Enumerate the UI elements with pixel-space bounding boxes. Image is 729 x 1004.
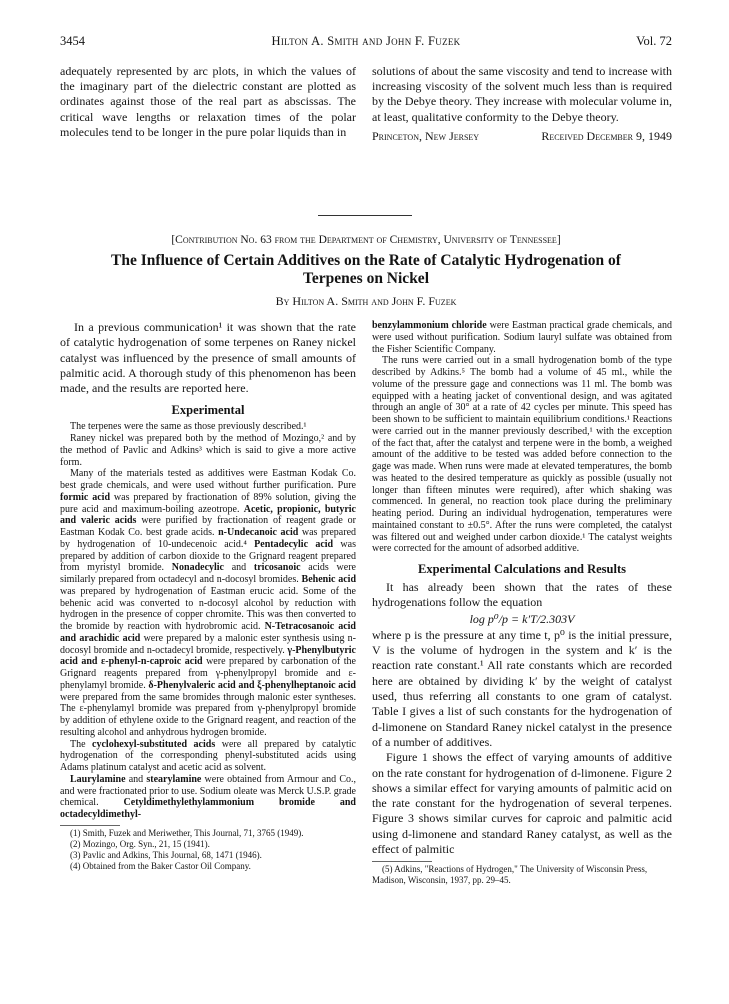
results-heading: Experimental Calculations and Results xyxy=(417,562,626,576)
top-right-continuation xyxy=(372,64,672,144)
footnote-rule-right xyxy=(372,861,432,862)
exp-para-1: The terpenes were the same as those previously described.¹ xyxy=(70,421,307,433)
running-title: Hilton A. Smith and John F. Fuzek xyxy=(271,34,461,48)
results-para-2: where p is the pressure at any time t, p⁰ is the initial pressure, V is the volume of hydrogen in the system and k′ is the reaction rate constant.¹ All rate constants which are recorded here are obtained by dividing k′ by the weight of catalyst used, thus referring all constants to one gram of catalyst. Table I gives a list of such constants for the hydrogenation of d-limonene on Standard Raney nickel catalyst in the presence of a number of additives. xyxy=(372,627,672,749)
experimental-text xyxy=(60,421,356,821)
footnote-2: (2) Mozingo, Org. Syn., 21, 15 (1941). xyxy=(70,838,210,849)
footnote-1: (1) Smith, Fuzek and Meriwether, This Journal, 71, 3765 (1949). xyxy=(70,827,304,838)
volume-label: Vol. 72 xyxy=(636,34,672,48)
footnotes-left xyxy=(60,828,356,872)
footnote-3: (3) Pavlic and Adkins, This Journal, 68, 1471 (1946). xyxy=(70,849,262,860)
top-left-continuation xyxy=(60,64,356,140)
apparatus-paragraph: The runs were carried out in a small hydrogenation bomb of the type described by Adkins.⁵ The bomb had a volume of 45 ml., while the volume of the pressure gage and connections was 11 ml. The bomb was equipped with a heating jacket of conventional design, and was agitated through an angle of 30° at a rate of 42 cycles per minute. This speed has been shown to be sufficient to maintain equilibrium conditions.¹ Reactions were carried out in the manner previously described,¹ with the exception of the fact that, after the catalyst and terpene were in the bomb, a weighed amount of the additive to be tested was added before connection to the gage was made. When runs were made at elevated temperatures, the bomb was heated to the desired temperature as quickly as possible (usually not longer than fifteen minutes were required), after which shaking was commenced. In general, no reaction took place during the preliminary heating period. During an individual hydrogenation, temperatures were maintained constant to ±0.5°. After the runs were completed, the catalyst was filtered out and weighed under carbon dioxide.¹ The catalyst weights were corrected for the amount of adsorbed additive. xyxy=(372,355,672,555)
page-number: 3454 xyxy=(60,34,85,48)
received-line xyxy=(372,129,672,144)
article-title: The Influence of Certain Additives on the Rate of Catalytic Hydrogenation of Terpenes on Nickel xyxy=(111,252,621,287)
footnote-4: (4) Obtained from the Baker Castor Oil Company. xyxy=(70,860,251,871)
exp-para-3: Many of the materials tested as additives were Eastman Kodak Co. best grade chemicals, and were used without further purification. Pure formic acid was prepared by fractionation of 89% solution, giving the pure acid and maximum-boiling azeotrope. Acetic, propionic, butyric and valeric acids were purified by fractionation of reagent grade or Eastman Kodak Co. best grade acids. n-Undecanoic acid was prepared by hydrogenation of 10-undecenoic acid.⁴ Pentadecylic acid was prepared by addition of carbon dioxide to the Grignard reagent prepared from myristyl bromide. Nonadecylic and tricosanoic acids were similarly prepared from octadecyl and n-docosyl bromides. Behenic acid was prepared by hydrogenation of Eastman erucic acid. Some of the behenic acid was converted to n-docosyl alcohol by reduction with hydrogen in the presence of copper chromite. This was then converted to the bromide by reaction with hydrobromic acid. N-Tetracosanoic acid and arachidic acid were prepared by a malonic ester synthesis using n-docosyl bromide and n-octadecyl bromide, respectively. γ-Phenylbutyric acid and ε-phenyl-n-caproic acid were prepared by carbonation of the Grignard reagents prepared from γ-phenylpropyl bromide and ε-phenylamyl bromide. δ-Phenylvaleric acid and ξ-phenylheptanoic acid were prepared from the same bromides through malonic ester syntheses. The ε-phenylamyl bromide was prepared from γ-phenylpropyl bromide by addition of ethylene oxide to the Grignard reagent, and reaction of the resulting alcohol and anhydrous hydrogen bromide. xyxy=(60,468,357,738)
right-column xyxy=(372,320,672,886)
results-text xyxy=(372,580,672,857)
intro-paragraph: In a previous communication¹ it was shown that the rate of catalytic hydrogenation of some terpenes on Raney nickel catalyst was influenced by the presence of small amounts of palmitic acid. A thorough study of this phenomenon has been made, and the results are reported here. xyxy=(60,320,356,396)
results-para-3: Figure 1 shows the effect of varying amounts of additive on the rate constant for hydrogenation of d-limonene. Figure 2 shows a similar effect for varying amounts of palmitic acid on the rate constant for the hydrogenation of several terpenes. Figure 3 shows similar curves for caproic and palmitic acid using d-limonene and standard Raney catalyst, as well as the effect of palmitic xyxy=(372,750,672,857)
exp-para-5: Laurylamine and stearylamine were obtained from Armour and Co., and were fractionated prior to use. Sodium oleate was Merck U.S.P. grade chemical. Cetyldimethylethylammonium bromide and octadecyldimethyl- xyxy=(60,773,356,821)
materials-continued: benzylammonium chloride were Eastman practical grade chemicals, and were used without purification. Sodium lauryl sulfate was obtained from the Fisher Scientific Company. xyxy=(372,320,672,355)
left-column xyxy=(60,320,356,872)
continued-paragraph-left: adequately represented by arc plots, in which the values of the imaginary part of the dielectric constant are plotted as ordinates against those of the real part as abscissas. The critical wave lengths or relaxation times of the polar molecules tend to be longer in the pure polar liquids than in xyxy=(60,64,356,139)
exp-para-2: Raney nickel was prepared both by the method of Mozingo,² and by the method of Pavlic and Adkins³ which is said to give a more active form. xyxy=(60,433,356,468)
article-authors: By Hilton A. Smith and John F. Fuzek xyxy=(275,294,457,308)
footnotes-right xyxy=(372,864,672,886)
contribution-line: [Contribution No. 63 from the Department of Chemistry, University of Tennessee] xyxy=(171,234,561,246)
received-location: Princeton, New Jersey xyxy=(372,128,480,143)
results-para-1: It has already been shown that the rates of these hydrogenations follow the equation xyxy=(372,580,672,610)
continued-paragraph-right: solutions of about the same viscosity and tend to increase with increasing viscosity of the solvent much less than is required by the Debye theory. They increase with molecular volume in, at least, qualitative conformity to the Debye theory. xyxy=(372,64,672,124)
section-divider xyxy=(318,215,412,216)
received-date: Received December 9, 1949 xyxy=(541,128,672,143)
running-header xyxy=(60,34,672,50)
footnote-5: (5) Adkins, "Reactions of Hydrogen," The University of Wisconsin Press, Madison, Wisconsin, 1937, pp. 29–45. xyxy=(372,864,648,886)
right-small-text xyxy=(372,320,672,555)
exp-para-4: The cyclohexyl-substituted acids were all prepared by catalytic hydrogenation of the corresponding phenyl-substituted acids using Adams platinum catalyst and acetic acid as solvent. xyxy=(60,738,356,774)
rate-equation: log p⁰/p = k′T/2.303V xyxy=(469,611,575,626)
footnote-rule xyxy=(60,825,120,826)
experimental-heading: Experimental xyxy=(171,403,245,418)
